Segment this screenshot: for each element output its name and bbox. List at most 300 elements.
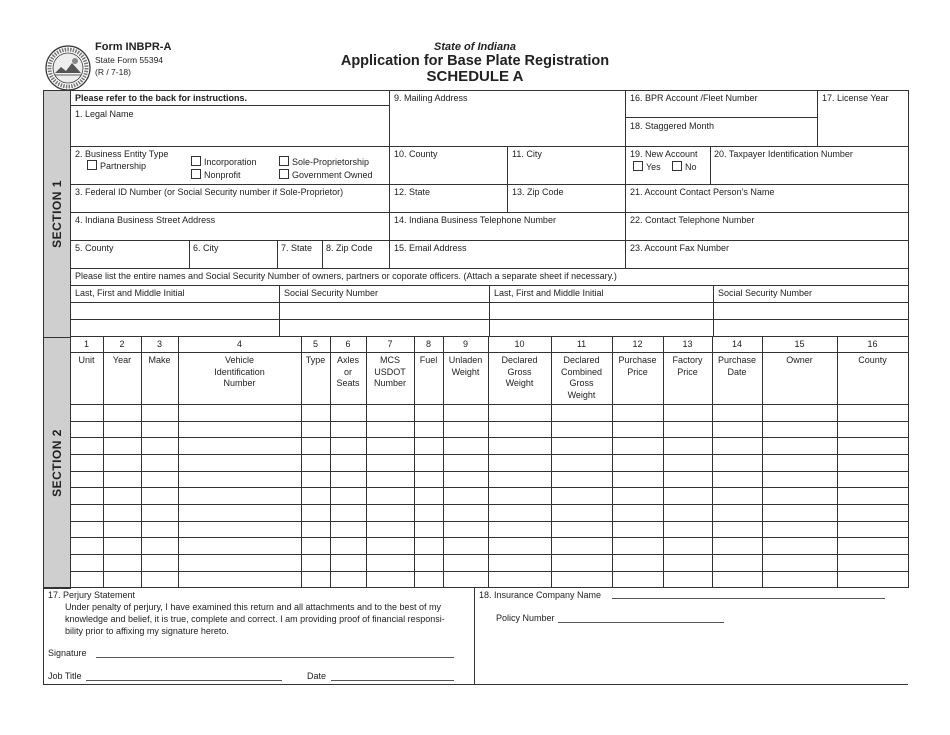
table-cell[interactable] <box>415 422 443 437</box>
table-cell[interactable] <box>552 505 612 521</box>
table-cell[interactable] <box>71 555 103 571</box>
divider <box>70 105 389 106</box>
table-cell[interactable] <box>415 405 443 421</box>
column-header-line: Number <box>223 378 256 388</box>
perjury-line-1: Under penalty of perjury, I have examined this return and all attachments and to the best of my <box>65 602 442 612</box>
column-header <box>301 355 330 367</box>
mailing-address-label[interactable]: 9. Mailing Address <box>394 93 468 103</box>
table-cell[interactable] <box>302 488 330 504</box>
table-cell[interactable] <box>302 538 330 554</box>
table-cell[interactable] <box>302 472 330 487</box>
bpr-account-label[interactable]: 16. BPR Account /Fleet Number <box>630 93 758 103</box>
table-cell[interactable] <box>713 488 762 504</box>
checkbox-icon[interactable] <box>279 156 289 166</box>
table-cell[interactable] <box>552 405 612 421</box>
section-2-label: SECTION 2 <box>43 337 71 589</box>
table-cell[interactable] <box>179 422 301 437</box>
table-cell[interactable] <box>838 572 908 587</box>
divider <box>43 587 44 684</box>
divider <box>817 90 818 146</box>
table-cell[interactable] <box>179 505 301 521</box>
table-cell[interactable] <box>763 405 837 421</box>
table-cell[interactable] <box>763 538 837 554</box>
column-header-line: or <box>343 366 352 377</box>
perjury-line-3: bility prior to affixing my signature hereto. <box>65 626 229 636</box>
perjury-line-2: knowledge and belief, it is true, complete and correct. I am providing proof of financial responsi- <box>65 614 445 624</box>
table-cell[interactable] <box>838 555 908 571</box>
table-cell[interactable] <box>415 488 443 504</box>
table-cell[interactable] <box>838 488 908 504</box>
policy-number-line[interactable] <box>558 622 724 623</box>
telephone-14-label[interactable]: 14. Indiana Business Telephone Number <box>394 215 556 225</box>
table-cell[interactable] <box>331 538 366 554</box>
table-cell[interactable] <box>367 505 414 521</box>
table-cell[interactable] <box>142 422 178 437</box>
date-line[interactable] <box>331 680 454 681</box>
table-cell[interactable] <box>664 538 712 554</box>
entity-government-owned[interactable]: Government Owned <box>279 169 373 180</box>
state-form-number: State Form 55394 <box>95 55 164 65</box>
table-cell[interactable] <box>664 522 712 537</box>
table-cell[interactable] <box>71 438 103 454</box>
table-cell[interactable] <box>302 505 330 521</box>
city-6-label[interactable]: 6. City <box>193 243 219 253</box>
table-cell[interactable] <box>838 538 908 554</box>
table-cell[interactable] <box>489 422 551 437</box>
signature-line[interactable] <box>96 657 454 658</box>
table-cell[interactable] <box>142 572 178 587</box>
column-number: 13 <box>682 339 693 349</box>
column-header-line: Weight <box>451 366 480 377</box>
table-cell[interactable] <box>142 472 178 487</box>
table-cell[interactable] <box>552 538 612 554</box>
table-cell[interactable] <box>489 472 551 487</box>
table-cell[interactable] <box>142 455 178 471</box>
divider <box>908 336 909 588</box>
column-header-line: Combined <box>560 366 603 377</box>
column-header-line: MCS <box>380 355 400 365</box>
table-cell[interactable] <box>664 405 712 421</box>
table-cell[interactable] <box>302 438 330 454</box>
column-header-line: Unladen <box>448 355 483 365</box>
entity-partnership[interactable]: Partnership <box>87 160 146 171</box>
table-cell[interactable] <box>613 455 663 471</box>
table-cell[interactable] <box>613 422 663 437</box>
table-cell[interactable] <box>552 438 612 454</box>
divider <box>489 285 490 336</box>
table-cell[interactable] <box>489 572 551 587</box>
checkbox-icon[interactable] <box>191 156 201 166</box>
table-cell[interactable] <box>71 572 103 587</box>
table-cell[interactable] <box>613 555 663 571</box>
table-cell[interactable] <box>489 438 551 454</box>
table-cell[interactable] <box>331 422 366 437</box>
city-11-label[interactable]: 11. City <box>512 149 542 159</box>
table-cell[interactable] <box>331 505 366 521</box>
policy-number-label: Policy Number <box>496 613 555 623</box>
schedule-title: SCHEDULE A <box>426 68 524 85</box>
table-cell[interactable] <box>489 488 551 504</box>
table-cell[interactable] <box>104 522 141 537</box>
table-cell[interactable] <box>104 455 141 471</box>
table-cell[interactable] <box>763 522 837 537</box>
column-number: 4 <box>236 339 242 349</box>
table-cell[interactable] <box>415 472 443 487</box>
column-number: 10 <box>514 339 525 349</box>
table-cell[interactable] <box>415 522 443 537</box>
table-cell[interactable] <box>415 455 443 471</box>
column-number: 2 <box>119 339 125 349</box>
state-7-label[interactable]: 7. State <box>281 243 313 253</box>
table-cell[interactable] <box>142 555 178 571</box>
table-cell[interactable] <box>664 555 712 571</box>
table-cell[interactable] <box>179 488 301 504</box>
table-cell[interactable] <box>367 488 414 504</box>
divider <box>507 146 508 212</box>
checkbox-icon[interactable] <box>191 169 201 179</box>
table-cell[interactable] <box>713 455 762 471</box>
federal-id-label[interactable]: 3. Federal ID Number (or Social Security number if Sole-Proprietor) <box>75 187 344 197</box>
divider <box>43 684 908 685</box>
table-cell[interactable] <box>763 438 837 454</box>
table-cell[interactable] <box>552 522 612 537</box>
entity-sole-proprietorship[interactable]: Sole-Proprietorship <box>279 156 369 167</box>
table-cell[interactable] <box>444 505 488 521</box>
table-cell[interactable] <box>713 405 762 421</box>
table-cell[interactable] <box>71 472 103 487</box>
table-cell[interactable] <box>613 405 663 421</box>
table-cell[interactable] <box>367 405 414 421</box>
table-cell[interactable] <box>142 438 178 454</box>
table-cell[interactable] <box>302 422 330 437</box>
checkbox-icon[interactable] <box>633 161 643 171</box>
table-cell[interactable] <box>179 522 301 537</box>
table-cell[interactable] <box>415 438 443 454</box>
table-cell[interactable] <box>71 538 103 554</box>
table-cell[interactable] <box>613 505 663 521</box>
table-cell[interactable] <box>104 505 141 521</box>
county-5-label[interactable]: 5. County <box>75 243 114 253</box>
new-account-label: 19. New Account <box>630 149 698 159</box>
table-cell[interactable] <box>489 405 551 421</box>
divider <box>474 587 475 684</box>
table-cell[interactable] <box>104 405 141 421</box>
table-cell[interactable] <box>444 438 488 454</box>
street-address-label[interactable]: 4. Indiana Business Street Address <box>75 215 216 225</box>
table-cell[interactable] <box>489 455 551 471</box>
table-cell[interactable] <box>331 522 366 537</box>
table-cell[interactable] <box>331 405 366 421</box>
zip-13-label[interactable]: 13. Zip Code <box>512 187 564 197</box>
column-header <box>488 355 551 390</box>
owners-note: Please list the entire names and Social Security Number of owners, partners or coporate officers. (Attach a separate sheet if necessary.) <box>75 271 617 281</box>
table-cell[interactable] <box>838 422 908 437</box>
instructions-note: Please refer to the back for instructions. <box>75 93 248 103</box>
table-cell[interactable] <box>367 522 414 537</box>
table-cell[interactable] <box>302 405 330 421</box>
table-cell[interactable] <box>489 505 551 521</box>
table-cell[interactable] <box>613 572 663 587</box>
divider <box>70 146 908 147</box>
column-number: 5 <box>312 339 318 349</box>
table-cell[interactable] <box>302 572 330 587</box>
table-cell[interactable] <box>415 505 443 521</box>
table-cell[interactable] <box>713 572 762 587</box>
table-cell[interactable] <box>331 488 366 504</box>
table-cell[interactable] <box>552 555 612 571</box>
table-cell[interactable] <box>763 572 837 587</box>
column-header-line: Axles <box>336 355 359 365</box>
table-cell[interactable] <box>444 522 488 537</box>
table-cell[interactable] <box>104 438 141 454</box>
checkbox-icon[interactable] <box>279 169 289 179</box>
table-cell[interactable] <box>763 488 837 504</box>
table-cell[interactable] <box>179 555 301 571</box>
table-cell[interactable] <box>302 555 330 571</box>
table-cell[interactable] <box>552 422 612 437</box>
table-cell[interactable] <box>713 422 762 437</box>
table-cell[interactable] <box>763 505 837 521</box>
table-cell[interactable] <box>331 555 366 571</box>
table-cell[interactable] <box>104 538 141 554</box>
table-cell[interactable] <box>302 522 330 537</box>
table-cell[interactable] <box>713 472 762 487</box>
column-header-line: Weight <box>505 378 534 388</box>
owner-name-header: Last, First and Middle Initial <box>75 288 185 298</box>
table-cell[interactable] <box>713 538 762 554</box>
table-cell[interactable] <box>489 538 551 554</box>
table-cell[interactable] <box>664 438 712 454</box>
table-cell[interactable] <box>489 522 551 537</box>
table-cell[interactable] <box>444 572 488 587</box>
contact-person-label[interactable]: 21. Account Contact Person’s Name <box>630 187 775 197</box>
table-cell[interactable] <box>179 405 301 421</box>
column-header-line: Fuel <box>419 355 438 365</box>
table-cell[interactable] <box>179 455 301 471</box>
divider <box>710 146 711 184</box>
table-cell[interactable] <box>713 555 762 571</box>
table-cell[interactable] <box>71 405 103 421</box>
column-header-line: Declared <box>563 355 600 365</box>
ssn-header: Social Security Number <box>718 288 813 298</box>
divider <box>70 212 908 213</box>
table-cell[interactable] <box>664 422 712 437</box>
column-number: 8 <box>425 339 431 349</box>
table-cell[interactable] <box>71 522 103 537</box>
table-cell[interactable] <box>552 455 612 471</box>
table-cell[interactable] <box>142 505 178 521</box>
table-cell[interactable] <box>331 455 366 471</box>
divider <box>277 240 278 268</box>
license-year-label[interactable]: 17. License Year <box>822 93 889 103</box>
state-12-label[interactable]: 12. State <box>394 187 431 197</box>
table-cell[interactable] <box>444 555 488 571</box>
column-header-line: Make <box>148 355 171 365</box>
table-cell[interactable] <box>444 455 488 471</box>
table-cell[interactable] <box>415 572 443 587</box>
table-cell[interactable] <box>367 538 414 554</box>
table-cell[interactable] <box>179 472 301 487</box>
column-header-line: Owner <box>786 355 813 365</box>
table-cell[interactable] <box>552 472 612 487</box>
divider <box>625 117 817 118</box>
table-cell[interactable] <box>552 488 612 504</box>
column-header <box>414 355 443 367</box>
column-number: 16 <box>867 339 878 349</box>
table-cell[interactable] <box>331 438 366 454</box>
table-cell[interactable] <box>664 472 712 487</box>
table-cell[interactable] <box>104 555 141 571</box>
table-cell[interactable] <box>763 472 837 487</box>
table-cell[interactable] <box>367 472 414 487</box>
column-header <box>712 355 762 378</box>
table-cell[interactable] <box>142 538 178 554</box>
new-account-no[interactable]: No <box>672 161 697 172</box>
table-cell[interactable] <box>104 488 141 504</box>
column-header-line: Declared <box>501 355 538 365</box>
taxpayer-id-label[interactable]: 20. Taxpayer Identification Number <box>714 149 853 159</box>
divider <box>70 240 908 241</box>
divider <box>70 90 908 91</box>
checkbox-icon[interactable] <box>672 161 682 171</box>
table-cell[interactable] <box>613 488 663 504</box>
table-cell[interactable] <box>415 538 443 554</box>
table-cell[interactable] <box>331 572 366 587</box>
revision: (R / 7-18) <box>95 67 131 77</box>
table-cell[interactable] <box>763 455 837 471</box>
table-cell[interactable] <box>444 405 488 421</box>
zip-8-label[interactable]: 8. Zip Code <box>326 243 373 253</box>
table-cell[interactable] <box>713 505 762 521</box>
column-header <box>366 355 414 390</box>
table-cell[interactable] <box>142 522 178 537</box>
table-cell[interactable] <box>179 538 301 554</box>
table-cell[interactable] <box>179 438 301 454</box>
column-number: 14 <box>731 339 742 349</box>
insurance-company-line[interactable] <box>612 598 885 599</box>
table-cell[interactable] <box>444 488 488 504</box>
table-cell[interactable] <box>713 438 762 454</box>
table-cell[interactable] <box>142 405 178 421</box>
column-header <box>443 355 488 378</box>
fax-label[interactable]: 23. Account Fax Number <box>630 243 730 253</box>
column-header <box>70 355 103 367</box>
column-header-line: Date <box>727 366 747 377</box>
table-cell[interactable] <box>142 488 178 504</box>
table-cell[interactable] <box>664 455 712 471</box>
table-cell[interactable] <box>367 572 414 587</box>
column-header-line: Vehicle <box>224 355 255 365</box>
email-15-label[interactable]: 15. Email Address <box>394 243 467 253</box>
column-header-line: Gross <box>507 366 532 377</box>
column-header-line: Factory <box>672 355 703 365</box>
table-cell[interactable] <box>838 438 908 454</box>
table-cell[interactable] <box>613 538 663 554</box>
job-title-line[interactable] <box>86 680 282 681</box>
table-cell[interactable] <box>367 555 414 571</box>
table-cell[interactable] <box>444 472 488 487</box>
column-header-line: Price <box>677 366 698 377</box>
table-cell[interactable] <box>664 505 712 521</box>
table-cell[interactable] <box>104 472 141 487</box>
table-cell[interactable] <box>367 455 414 471</box>
table-cell[interactable] <box>613 472 663 487</box>
table-cell[interactable] <box>613 522 663 537</box>
divider <box>908 90 909 337</box>
divider <box>625 90 626 268</box>
form-id: Form INBPR-A <box>95 41 172 53</box>
table-cell[interactable] <box>613 438 663 454</box>
table-cell[interactable] <box>71 422 103 437</box>
table-cell[interactable] <box>713 522 762 537</box>
table-cell[interactable] <box>367 422 414 437</box>
entity-incorporation[interactable]: Incorporation <box>191 156 257 167</box>
checkbox-icon[interactable] <box>87 160 97 170</box>
table-cell[interactable] <box>415 555 443 571</box>
column-header-line: Type <box>305 355 326 365</box>
column-number: 9 <box>462 339 468 349</box>
job-title-label: Job Title <box>48 671 82 681</box>
table-cell[interactable] <box>71 505 103 521</box>
divider <box>322 240 323 268</box>
legal-name-label[interactable]: 1. Legal Name <box>75 109 134 119</box>
insurance-company-label: 18. Insurance Company Name <box>479 590 602 600</box>
staggered-month-label[interactable]: 18. Staggered Month <box>630 121 715 131</box>
table-cell[interactable] <box>763 555 837 571</box>
table-cell[interactable] <box>179 572 301 587</box>
table-cell[interactable] <box>104 422 141 437</box>
divider <box>70 268 908 269</box>
table-cell[interactable] <box>664 572 712 587</box>
divider <box>70 90 71 337</box>
column-header-line: Gross <box>569 378 594 388</box>
table-cell[interactable] <box>444 538 488 554</box>
county-10-label[interactable]: 10. County <box>394 149 438 159</box>
column-header <box>837 355 908 367</box>
table-cell[interactable] <box>763 422 837 437</box>
column-header-line: County <box>858 355 887 365</box>
table-cell[interactable] <box>838 405 908 421</box>
table-cell[interactable] <box>838 522 908 537</box>
table-cell[interactable] <box>367 438 414 454</box>
table-cell[interactable] <box>302 455 330 471</box>
table-cell[interactable] <box>838 472 908 487</box>
column-header-line: Purchase <box>717 355 757 365</box>
table-cell[interactable] <box>444 422 488 437</box>
table-cell[interactable] <box>664 488 712 504</box>
table-cell[interactable] <box>71 488 103 504</box>
business-entity-type-label: 2. Business Entity Type <box>75 149 169 159</box>
table-cell[interactable] <box>838 505 908 521</box>
column-number: 11 <box>576 339 587 349</box>
entity-nonprofit[interactable]: Nonprofit <box>191 169 241 180</box>
new-account-yes[interactable]: Yes <box>633 161 661 172</box>
column-header <box>330 355 366 390</box>
date-label: Date <box>307 671 327 681</box>
column-header-line: Price <box>627 366 648 377</box>
table-cell[interactable] <box>489 555 551 571</box>
table-cell[interactable] <box>331 472 366 487</box>
column-number: 3 <box>156 339 162 349</box>
column-header-line: Identification <box>214 366 265 377</box>
divider <box>713 285 714 336</box>
contact-phone-label[interactable]: 22. Contact Telephone Number <box>630 215 755 225</box>
column-header-line: Purchase <box>618 355 657 365</box>
table-cell[interactable] <box>104 572 141 587</box>
table-cell[interactable] <box>552 572 612 587</box>
table-cell[interactable] <box>838 455 908 471</box>
table-cell[interactable] <box>71 455 103 471</box>
